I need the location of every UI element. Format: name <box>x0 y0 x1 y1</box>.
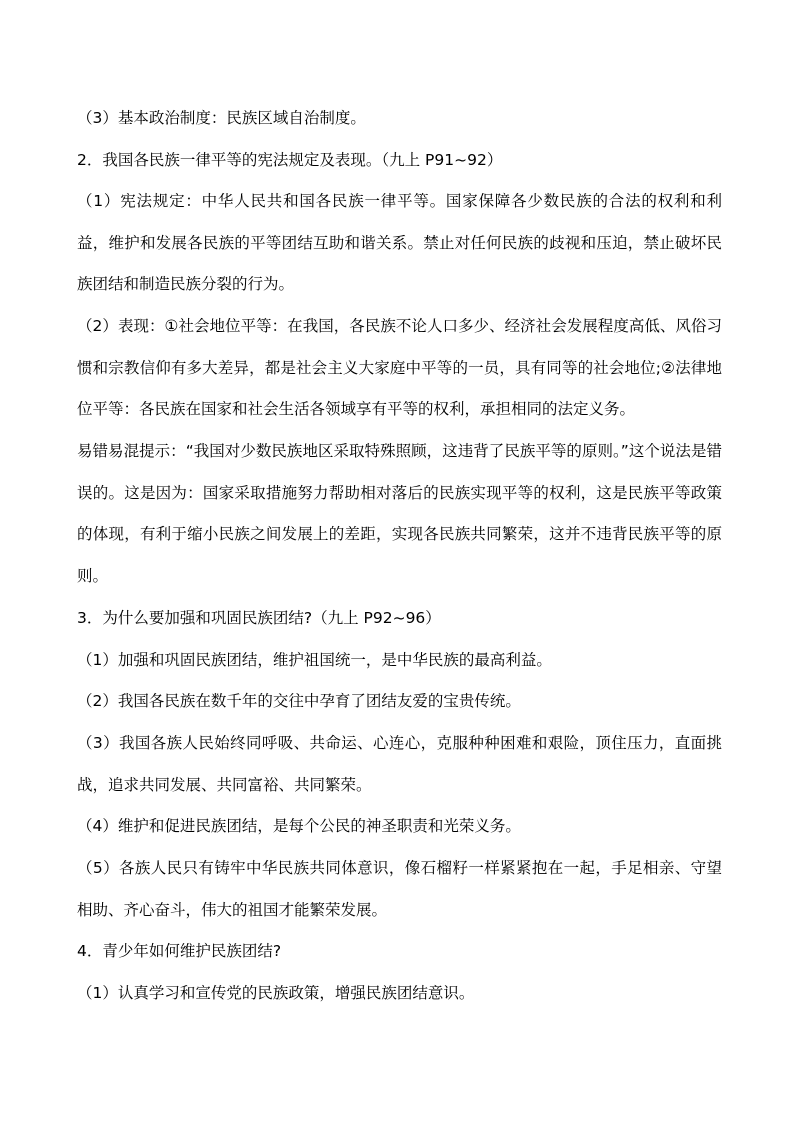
heading-question-2: 2．我国各民族一律平等的宪法规定及表现。（九上 P91~92） <box>77 151 503 169</box>
paragraph-youth-1: （1）认真学习和宣传党的民族政策，增强民族团结意识。 <box>77 984 475 1002</box>
paragraph-reason-1: （1）加强和巩固民族团结，维护祖国统一，是中华民族的最高利益。 <box>77 651 552 669</box>
paragraph-reason-3: （3）我国各族人民始终同呼吸、共命运、心连心，克服种种困难和艰险，顶住压力，直面挑战，追求共同发展、共同富裕、共同繁荣。 <box>77 734 722 794</box>
paragraph-manifestation: （2）表现：①社会地位平等：在我国，各民族不论人口多少、经济社会发展程度高低、风俗习惯和宗教信仰有多大差异，都是社会主义大家庭中平等的一员，具有同等的社会地位;②法律地位平等：各民族在国家和社会生活各领域享有平等的权利，承担相同的法定义务。 <box>77 317 722 418</box>
paragraph-reason-5: （5）各族人民只有铸牢中华民族共同体意识，像石榴籽一样紧紧抱在一起，手足相亲、守望相助、齐心奋斗，伟大的祖国才能繁荣发展。 <box>77 859 722 919</box>
paragraph-constitution: （1）宪法规定：中华人民共和国各民族一律平等。国家保障各少数民族的合法的权利和利益，维护和发展各民族的平等团结互助和谐关系。禁止对任何民族的歧视和压迫，禁止破坏民族团结和制造民族分裂的行为。 <box>77 192 722 293</box>
paragraph-political-system: （3）基本政治制度：民族区域自治制度。 <box>77 109 366 127</box>
paragraph-error-hint: 易错易混提示：“我国对少数民族地区采取特殊照顾，这违背了民族平等的原则。”这个说法是错误的。这是因为：国家采取措施努力帮助相对落后的民族实现平等的权利，这是民族平等政策的体现，有利于缩小民族之间发展上的差距，实现各民族共同繁荣，这并不违背民族平等的原则。 <box>77 442 722 585</box>
paragraph-reason-2: （2）我国各民族在数千年的交往中孕育了团结友爱的宝贵传统。 <box>77 692 521 710</box>
heading-question-3: 3．为什么要加强和巩固民族团结?（九上 P92~96） <box>77 609 441 627</box>
heading-question-4: 4．青少年如何维护民族团结? <box>77 942 282 960</box>
paragraph-reason-4: （4）维护和促进民族团结，是每个公民的神圣职责和光荣义务。 <box>77 817 521 835</box>
